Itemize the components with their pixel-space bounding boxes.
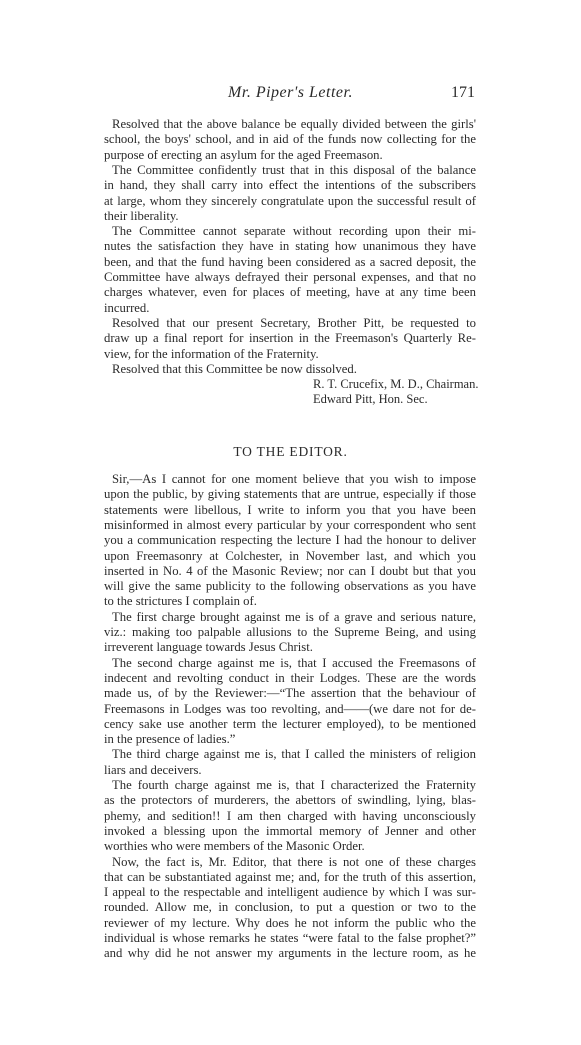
text-line: upon Freemasonry at Colchester, in November last, and which you <box>104 548 476 563</box>
text-line: rounded. Allow me, in conclusion, to put a question or two to the <box>104 900 476 915</box>
text-line: The second charge against me is, that I accused the Freemasons of <box>112 655 476 670</box>
text-line: reviewer of my lecture. Why does he not inform the public who the <box>104 915 476 930</box>
text-line: that can be substantiated against me; and, for the truth of this assertion, <box>104 869 476 884</box>
text-line: The fourth charge against me is, that I characterized the Fraternity <box>112 778 476 792</box>
text-line: misinformed in almost every particular by your correspondent who sent <box>104 517 476 532</box>
text-line: irreverent language towards Jesus Christ. <box>104 640 313 655</box>
text-line: statements were libellous, I write to inform you that you have been <box>104 502 476 517</box>
text-line: invoked a blessing upon the immortal memory of Jenner and other <box>104 823 476 838</box>
text-line: at large, whom they sincerely congratulate upon the successful result of <box>104 193 476 208</box>
text-line: Freemasons in Lodges was too revolting, and——(we dare not for de- <box>104 701 476 716</box>
text-line: in hand, they shall carry into effect the intentions of the subscribers <box>104 178 476 193</box>
text-line: been, and that the fund having been considered as a sacred deposit, the <box>104 254 476 269</box>
text-line: to the strictures I complain of. <box>104 594 257 609</box>
text-line: Resolved that our present Secretary, Brother Pitt, be requested to <box>112 315 476 330</box>
text-line: phemy, and sedition!! I am then charged with having unconsciously <box>104 808 476 823</box>
text-line: purpose of erecting an asylum for the aged Freemason. <box>104 147 383 162</box>
text-line: view, for the information of the Fraternity. <box>104 346 319 361</box>
text-line: Committee have always defrayed their personal expenses, and that no <box>104 270 476 284</box>
text-line: The Committee cannot separate without recording upon their mi- <box>112 224 476 239</box>
text-line: in the presence of ladies.” <box>104 732 236 747</box>
text-line: viz.: making too palpable allusions to the Supreme Being, and using <box>104 625 476 639</box>
text-line: I appeal to the respectable and intelligent audience by which I was sur- <box>104 885 476 900</box>
text-line: will give the same publicity to the following observations as you have <box>104 579 476 594</box>
text-line: individual is whose remarks he states “were fatal to the false prophet?” <box>104 931 476 945</box>
page-number: 171 <box>451 84 475 101</box>
text-line: draw up a final report for insertion in the Freemason's Quarterly Re- <box>104 331 476 346</box>
text-line: you a communication respecting the lecture I had the honour to deliver <box>104 533 476 548</box>
text-line: school, the boys' school, and in aid of the funds now collecting for the <box>104 132 476 147</box>
text-line: Resolved that the above balance be equally divided between the girls' <box>112 117 476 131</box>
section-heading: TO THE EDITOR. <box>233 444 348 459</box>
text-line: The third charge against me is, that I called the ministers of religion <box>112 747 476 762</box>
text-line: worthies who were members of the Masonic Order. <box>104 839 365 854</box>
text-line: their liberality. <box>104 208 179 223</box>
text-line: The Committee confidently trust that in this disposal of the balance <box>112 162 476 177</box>
text-line: and why did he not answer my arguments in the lecture room, as he <box>104 946 476 961</box>
text-line: inserted in No. 4 of the Masonic Review; nor can I doubt but that you <box>104 563 476 578</box>
page-header <box>0 84 581 106</box>
text-line: The first charge brought against me is of a grave and serious nature, <box>112 609 476 624</box>
running-title: Mr. Piper's Letter. <box>228 84 353 101</box>
text-line: upon the public, by giving statements that are untrue, especially if those <box>104 487 476 502</box>
text-line: nutes the satisfaction they have in stating how unanimous they have <box>104 239 476 254</box>
text-line: indecent and revolting conduct in their Lodges. These are the words <box>104 670 476 685</box>
text-line: liars and deceivers. <box>104 762 202 777</box>
signature-chairman: R. T. Crucefix, M. D., Chairman. <box>313 377 479 392</box>
text-line: incurred. <box>104 300 150 315</box>
text-line: Sir,—As I cannot for one moment believe that you wish to impose <box>112 472 476 486</box>
text-line: Now, the fact is, Mr. Editor, that there is not one of these charges <box>112 854 476 869</box>
text-line: made us, of by the Reviewer:—“The assertion that the behaviour of <box>104 686 476 701</box>
text-line: charges whatever, even for places of meeting, have at any time been <box>104 285 476 300</box>
text-line: cency sake use another term the lecturer employed), to be mentioned <box>104 716 476 731</box>
signature-secretary: Edward Pitt, Hon. Sec. <box>313 392 428 407</box>
text-line: Resolved that this Committee be now dissolved. <box>112 361 357 376</box>
text-line: as the protectors of murderers, the abettors of swindling, lying, blas- <box>104 793 476 808</box>
